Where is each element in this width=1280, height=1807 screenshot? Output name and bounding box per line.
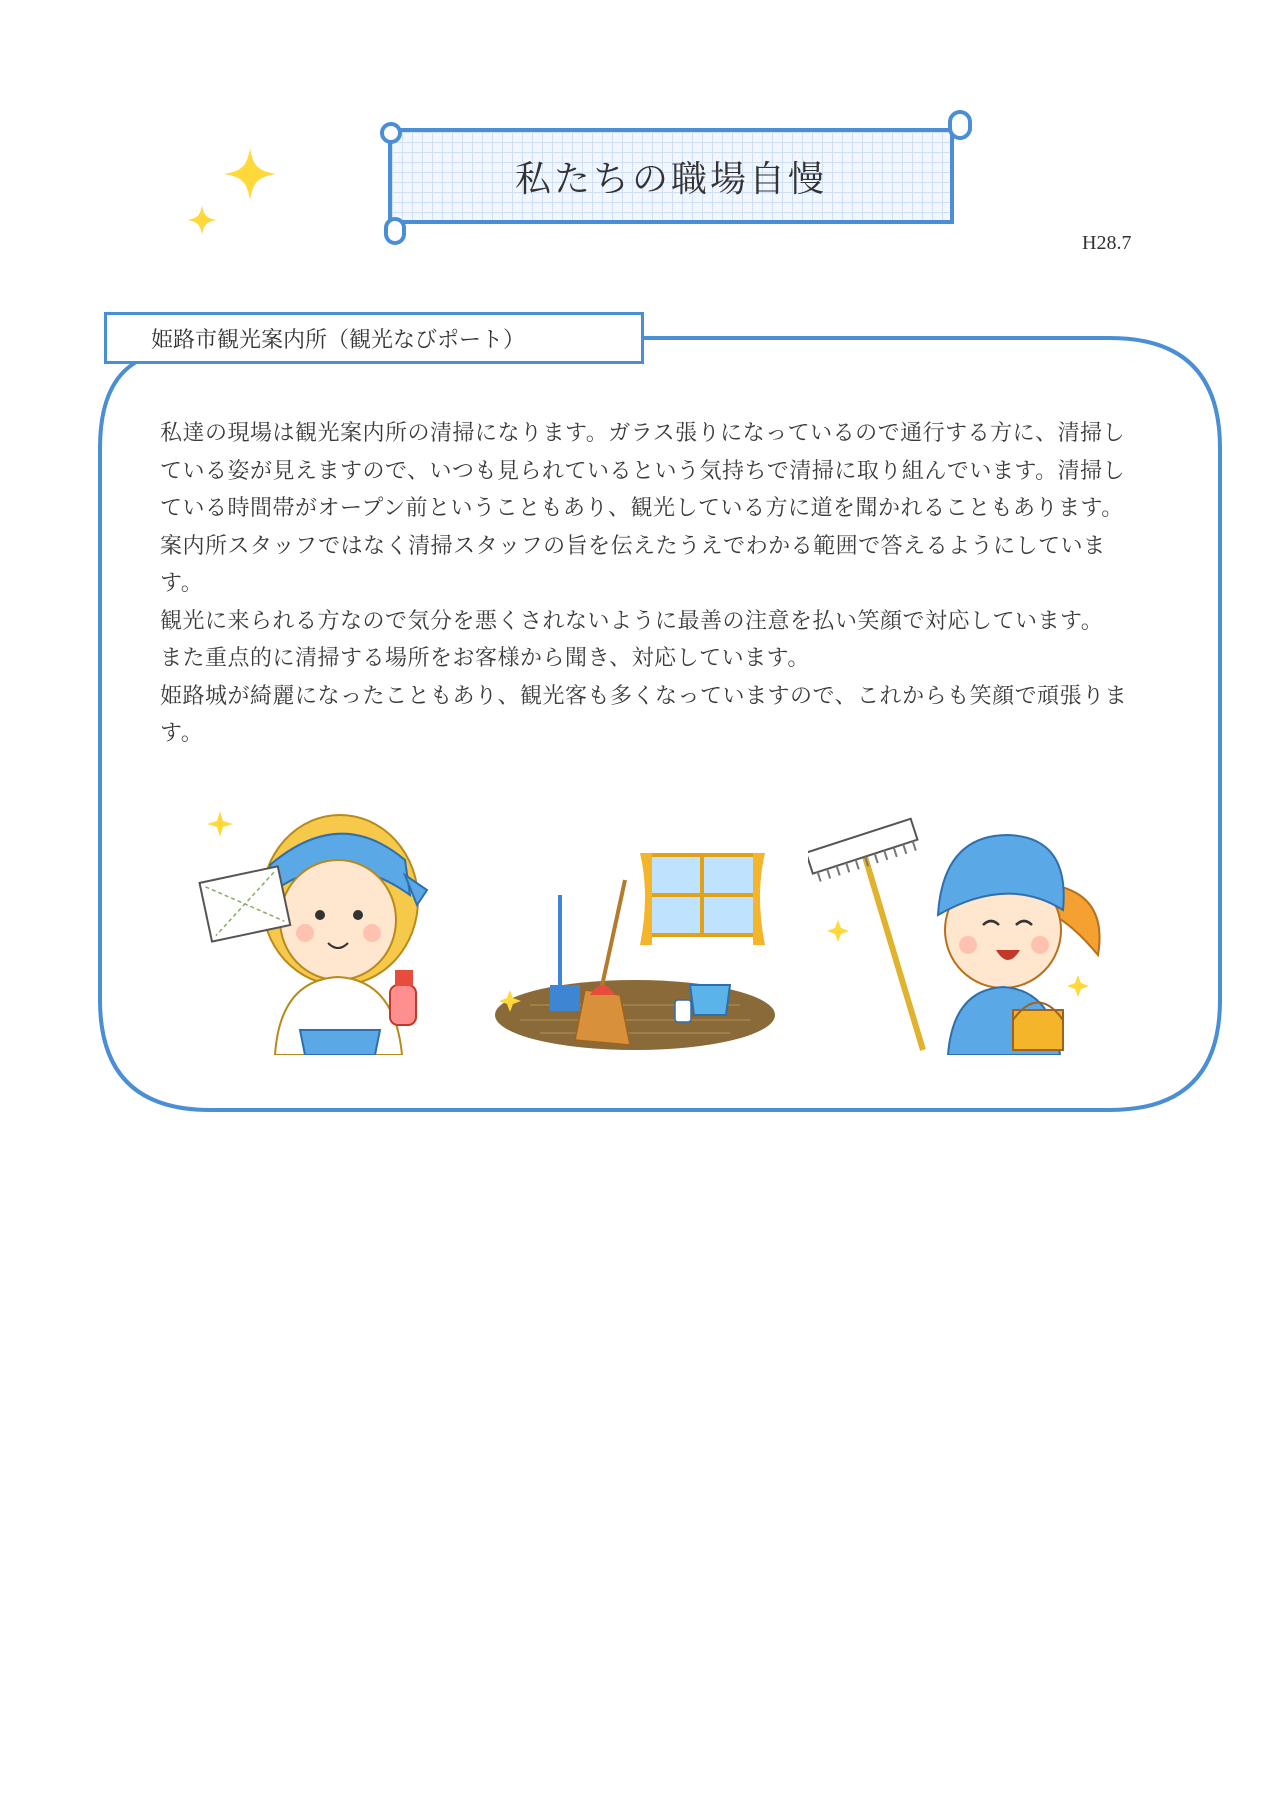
sparkle-icon — [186, 204, 218, 236]
paragraph: また重点的に清掃する場所をお客様から聞き、対応しています。 — [160, 646, 810, 671]
section-heading: 姫路市観光案内所（観光なびポート） — [104, 312, 644, 364]
paragraph: 観光に来られる方なので気分を悪くされないように最善の注意を払い笑顔で対応しています。 — [160, 608, 1104, 634]
paragraph: 姫路城が綺麗になったこともあり、観光客も多くなっていますので、これからも笑顔で頑張ります。 — [160, 683, 1128, 746]
issue-date: H28.7 — [1082, 232, 1132, 254]
window-cleaner-illustration — [190, 805, 460, 1055]
paragraph: 私達の現場は観光案内所の清掃になります。ガラス張りになっているので通行する方に、清掃している姿が見えますので、いつも見られているという気持ちで清掃に取り組んでいます。清掃している時間帯がオープン前ということもあり、観光している方に道を聞かれることもあります。案内所スタッフではなく清掃スタッフの旨を伝えたうえでわかる範囲で答えるようにしています。 — [160, 421, 1126, 596]
cleaning-tools-illustration — [490, 845, 780, 1055]
sparkle-icon — [222, 146, 278, 202]
body-text — [160, 415, 1145, 753]
mop-girl-illustration — [808, 815, 1128, 1055]
page-title: 私たちの職場自慢 — [514, 158, 827, 200]
title-banner — [380, 110, 970, 245]
